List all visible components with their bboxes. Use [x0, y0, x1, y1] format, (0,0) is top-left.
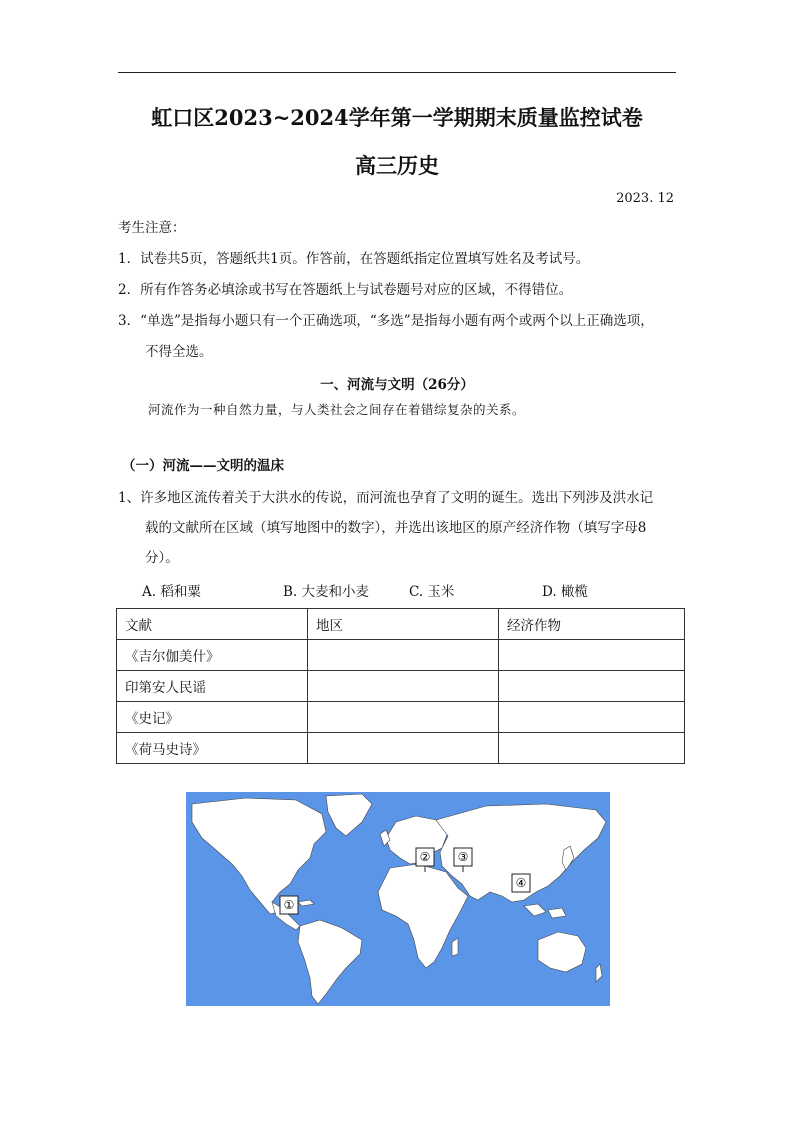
- section-intro: 河流作为一种自然力量，与人类社会之间存在着错综复杂的关系。: [148, 402, 526, 417]
- table-header-row: [117, 609, 685, 640]
- table-row: [117, 640, 685, 671]
- cell-document: 《史记》: [117, 702, 308, 733]
- notice-heading: 考生注意：: [118, 220, 186, 236]
- header-cell-crop: 经济作物: [499, 609, 685, 640]
- cell-crop[interactable]: [499, 702, 685, 733]
- question-line-3: 分）。: [145, 550, 179, 566]
- exam-date: 2023. 12: [616, 191, 674, 206]
- marker-4-label: ④: [515, 876, 527, 890]
- section-title: 一、河流与文明（26分）: [320, 377, 474, 393]
- cell-crop[interactable]: [499, 640, 685, 671]
- exam-subject: 高三历史: [355, 153, 439, 178]
- header-rule: [118, 72, 676, 73]
- cell-crop[interactable]: [499, 733, 685, 764]
- cell-document: 《荷马史诗》: [117, 733, 308, 764]
- world-map: [186, 792, 610, 1006]
- cell-crop[interactable]: [499, 671, 685, 702]
- cell-region[interactable]: [308, 640, 499, 671]
- notice-item-2: 2．所有作答务必填涂或书写在答题纸上与试卷题号对应的区域，不得错位。: [118, 282, 573, 298]
- cell-document: 《吉尔伽美什》: [117, 640, 308, 671]
- table-row: [117, 702, 685, 733]
- marker-3-label: ③: [457, 850, 469, 864]
- exam-title: 虹口区2023~2024学年第一学期期末质量监控试卷: [151, 105, 643, 130]
- notice-item-3: 3．“单选”是指每小题只有一个正确选项，“多选”是指每小题有两个或两个以上正确选项，: [118, 313, 654, 329]
- table-row: [117, 671, 685, 702]
- question-line-2: 载的文献所在区域（填写地图中的数字），并选出该地区的原产经济作物（填写字母8: [145, 520, 647, 536]
- table-row: [117, 733, 685, 764]
- header-cell-document: 文献: [117, 609, 308, 640]
- cell-region[interactable]: [308, 702, 499, 733]
- question-line-1: 1、许多地区流传着关于大洪水的传说，而河流也孕育了文明的诞生。选出下列涉及洪水记: [118, 490, 654, 506]
- notice-item-1: 1．试卷共5页，答题纸共1页。作答前，在答题纸指定位置填写姓名及考试号。: [118, 251, 590, 267]
- marker-1-label: ①: [283, 898, 295, 912]
- option-b: B. 大麦和小麦: [283, 584, 370, 600]
- subsection-title: （一）河流——文明的温床: [122, 458, 284, 474]
- marker-2-label: ②: [419, 850, 431, 864]
- option-c: C. 玉米: [409, 584, 455, 600]
- marker-4: [512, 874, 530, 892]
- header-cell-region: 地区: [308, 609, 499, 640]
- option-d: D. 橄榄: [542, 584, 588, 600]
- cell-document: 印第安人民谣: [117, 671, 308, 702]
- option-a: A. 稻和粟: [142, 584, 201, 600]
- notice-item-3-cont: 不得全选。: [145, 344, 213, 360]
- marker-1: [280, 896, 298, 914]
- cell-region[interactable]: [308, 733, 499, 764]
- cell-region[interactable]: [308, 671, 499, 702]
- answer-table: [116, 608, 685, 764]
